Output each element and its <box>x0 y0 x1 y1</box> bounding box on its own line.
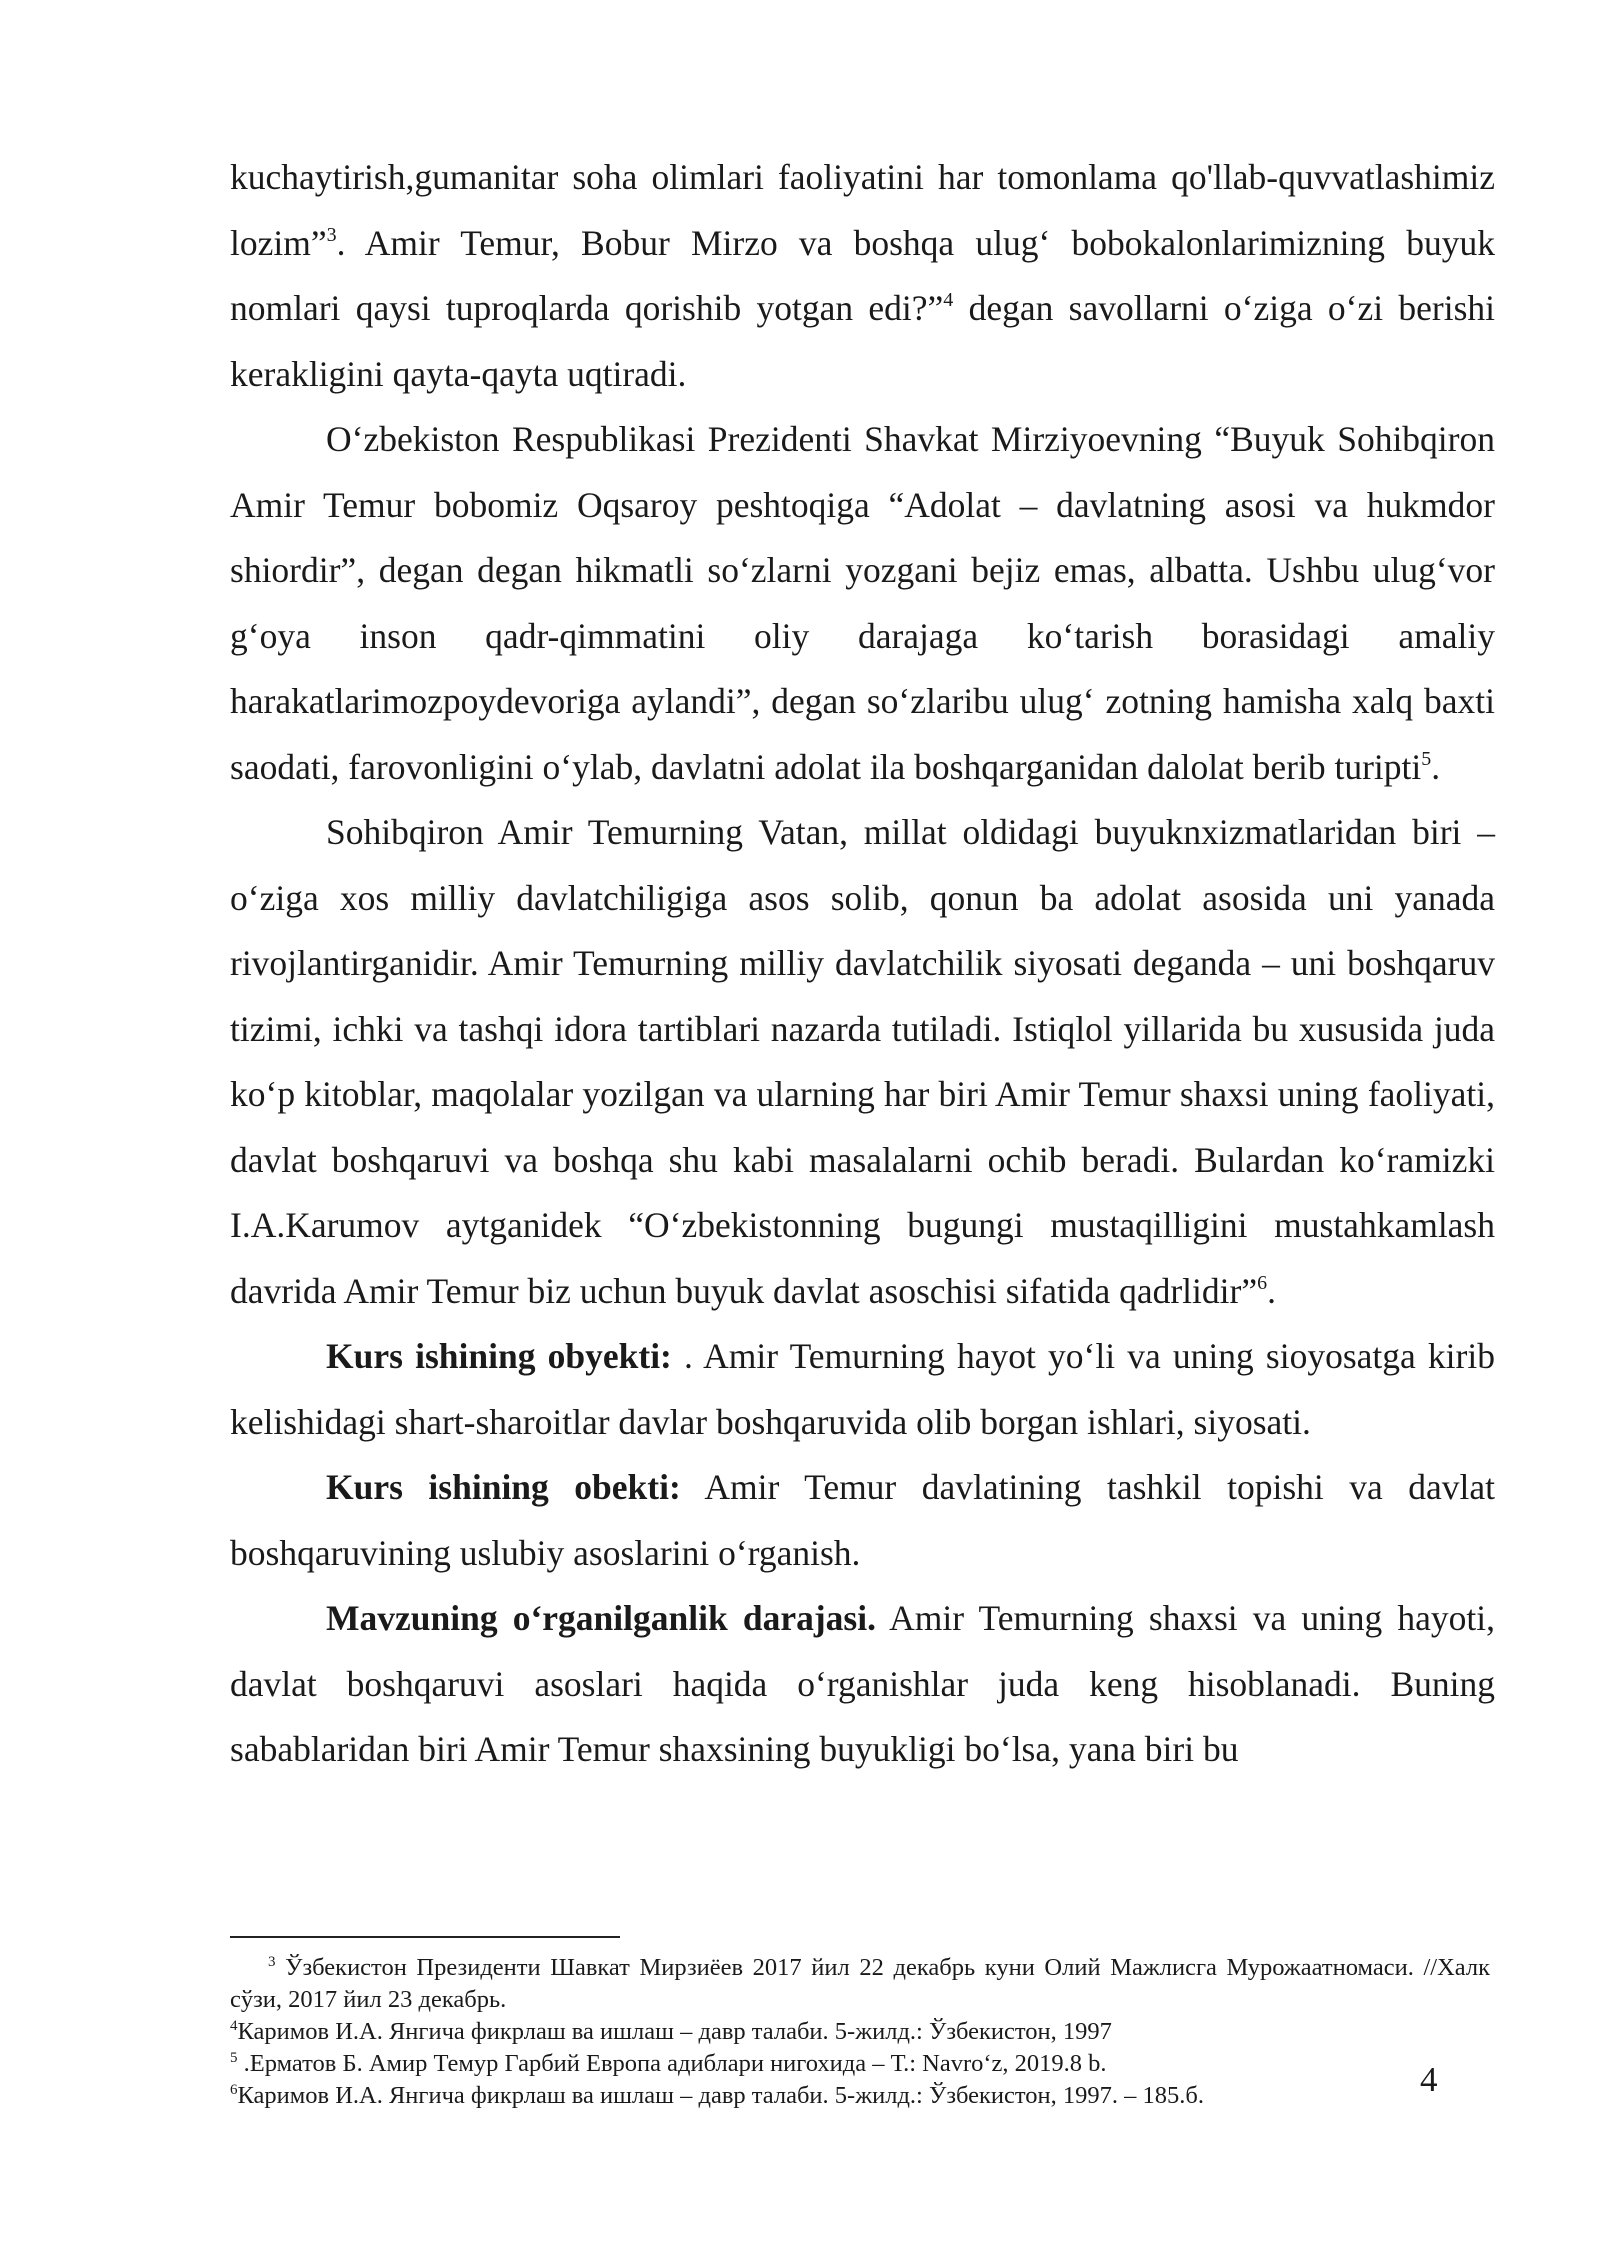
footnote-marker: 3 <box>268 1954 276 1970</box>
footnote-marker: 5 <box>230 2050 238 2066</box>
footnote-reference: 3 <box>326 223 337 246</box>
footnote-text: Каримов И.А. Янгича фикрлаш ва ишлаш – давр талаби. 5-жилд.: Ўзбекистон, 1997 <box>237 2018 1112 2045</box>
paragraph <box>230 1324 1495 1455</box>
paragraph-text: . Amir Temur, Bobur Mirzo va boshqa ulug‘ bobokalonlarimizning buyuk nomlari qaysi tuproqlarda qorishib yotgan edi?” <box>230 222 1495 328</box>
paragraph <box>230 800 1495 1324</box>
section-label: Kurs ishining obyekti: <box>326 1336 672 1376</box>
section-label: Kurs ishining obekti: <box>326 1467 681 1507</box>
paragraph-text: . Amir Temurning hayot yo‘li va uning sioyosatga kirib kelishidagi shart-sharoitlar davlar boshqaruvida olib borgan ishlari, siyosati. <box>230 1336 1495 1442</box>
footnote-marker: 6 <box>230 2082 238 2098</box>
footnote <box>230 2080 1490 2112</box>
footnote-reference: 4 <box>943 289 954 311</box>
paragraph-text: . <box>1267 1270 1276 1311</box>
paragraph-text: degan savollarni o‘ziga o‘zi berishi kerakligini qayta-qayta uqtiradi. <box>230 288 1495 394</box>
page-number: 4 <box>1420 2060 1438 2099</box>
paragraph <box>230 1586 1495 1783</box>
paragraph-text: Amir Temurning shaxsi va uning hayoti, davlat boshqaruvi asoslari haqida o‘rganishlar juda keng hisoblanadi. Buning sabablaridan biri Amir Temur shaxsining buyukligi bo‘lsa, yana biri bu <box>230 1598 1495 1769</box>
body-text <box>230 145 1495 1783</box>
footnote-text: .Ерматов Б. Амир Темур Гарбий Европа адиблари нигохида – Т.: Navro‘z, 2019.8 b. <box>237 2050 1107 2077</box>
footnote-separator <box>230 1936 620 1938</box>
paragraph-text: kuchaytirish,gumanitar soha olimlari faoliyatini har tomonlama qo'llab-quvvatlashimiz lozim” <box>230 157 1495 263</box>
paragraph <box>230 145 1495 407</box>
footnote-text: Каримов И.А. Янгича фикрлаш ва ишлаш – давр талаби. 5-жилд.: Ўзбекистон, 1997. – 185.б. <box>237 2082 1205 2109</box>
footnote-text: Ўзбекистон Президенти Шавкат Мирзиёев 2017 йил 22 декабрь куни Олий Мажлисга Мурожаатномаси. //Халк сўзи, 2017 йил 23 декабрь. <box>230 1954 1490 2013</box>
footnote-marker: 4 <box>230 2018 238 2034</box>
paragraph-text: O‘zbekiston Respublikasi Prezidenti Shavkat Mirziyoevning “Buyuk Sohibqiron Amir Temur bobomiz Oqsaroy peshtoqiga “Adolat – davlatning asosi va hukmdor shiordir”, degan degan hikmatli so‘zlarni yozgani bejiz emas, albatta. Ushbu ulug‘vor g‘oya inson qadr-qimmatini oliy darajaga ko‘tarish borasidagi amaliy harakatlarimozpoydevoriga aylandi”, degan so‘zlaribu ulug‘ zotning hamisha xalq baxti saodati, farovonligini o‘ylab, davlatni adolat ila boshqarganidan dalolat berib turipti <box>230 419 1495 787</box>
footnotes <box>230 1952 1490 2112</box>
footnote <box>230 1952 1490 2016</box>
paragraph-text: Amir Temur davlatining tashkil topishi va davlat boshqaruvining uslubiy asoslarini o‘rganish. <box>230 1467 1495 1573</box>
paragraph <box>230 407 1495 800</box>
paragraph-text: Sohibqiron Amir Temurning Vatan, millat oldidagi buyuknxizmatlaridan biri – o‘ziga xos milliy davlatchiligiga asos solib, qonun ba adolat asosida uni yanada rivojlantirganidir. Amir Temurning milliy davlatchilik siyosati deganda – uni boshqaruv tizimi, ichki va tashqi idora tartiblari nazarda tutiladi. Istiqlol yillarida bu xususida juda ko‘p kitoblar, maqolalar yozilgan va ularning har biri Amir Temur shaxsi uning faoliyati, davlat boshqaruvi va boshqa shu kabi masalalarni ochib beradi. Bulardan ko‘ramizki I.A.Karumov aytganidek “O‘zbekistonning bugungi mustaqilligini mustahkamlash davrida Amir Temur biz uchun buyuk davlat asoschisi sifatida qadrlidir” <box>230 812 1495 1311</box>
footnote-reference: 5 <box>1421 747 1432 770</box>
paragraph <box>230 1455 1495 1586</box>
section-label: Mavzuning o‘rganilganlik darajasi. <box>326 1598 876 1638</box>
footnote <box>230 2016 1490 2048</box>
footnote <box>230 2048 1490 2080</box>
paragraph-text: . <box>1431 746 1441 787</box>
footnote-reference: 6 <box>1257 1271 1268 1294</box>
